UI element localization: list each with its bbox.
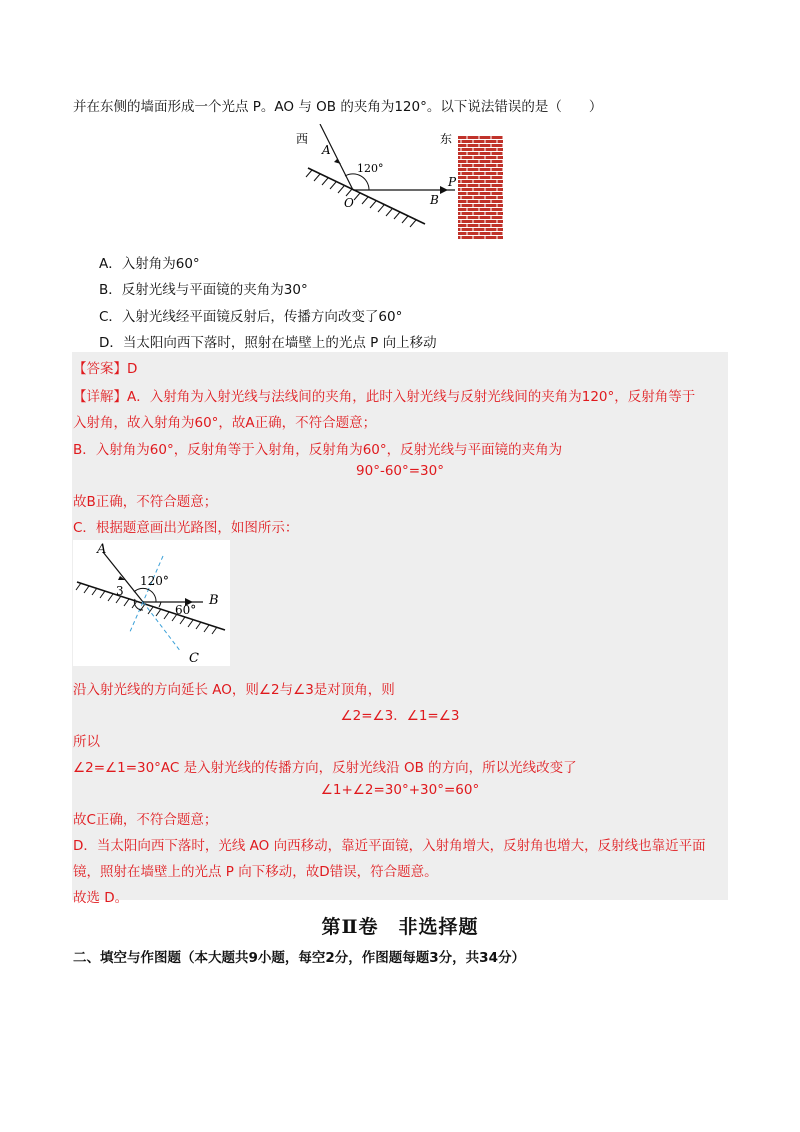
explanation-line-7: 沿入射光线的方向延长 AO，则∠2与∠3是对顶角，则 — [73, 682, 395, 698]
mirror-figure — [290, 124, 515, 242]
light-path-figure — [73, 540, 230, 666]
equation-1: 90°-60°=30° — [356, 463, 444, 479]
point-p-label: P — [448, 175, 457, 189]
explanation-line-6: C．根据题意画出光路图，如图所示： — [73, 520, 299, 536]
explanation-line-9: 所以 — [73, 734, 100, 750]
point-b-label: B — [209, 593, 219, 608]
mirror-line — [308, 168, 425, 224]
section-subtitle: 二、填空与作图题（本大题共9小题，每空2分，作图题每题3分，共34分） — [73, 950, 525, 966]
angle-3-label: 3 — [116, 584, 124, 598]
brick-wall — [458, 136, 503, 240]
answer-line — [73, 357, 137, 377]
point-b-label: B — [430, 193, 439, 207]
explanation-line-5: 故B正确，不符合题意； — [73, 494, 218, 510]
question-stem: 并在东侧的墙面形成一个光点 P。AO 与 OB 的夹角为120°。以下说法错误的是（ ） — [73, 99, 603, 115]
answer-value: D — [127, 361, 138, 377]
angle-label: 120° — [357, 162, 384, 175]
incident-ray — [320, 124, 353, 190]
option-a: A．入射角为60° — [99, 256, 200, 272]
answer-label: 【答案】 — [73, 361, 127, 377]
point-o-label: O — [344, 196, 354, 210]
option-d: D．当太阳向西下落时，照射在墙壁上的光点 P 向上移动 — [99, 335, 437, 351]
explanation-line-10: ∠2=∠1=30°AC 是入射光线的传播方向，反射光线沿 OB 的方向，所以光线改变了 — [73, 760, 577, 776]
section-title: 第Ⅱ卷 非选择题 — [321, 916, 479, 938]
explanation-line-1: 【详解】A．入射角为入射光线与法线间的夹角，此时入射光线与反射光线间的夹角为120°，反射角等于 — [73, 389, 696, 405]
explanation-line-2: 入射角，故入射角为60°，故A正确，不符合题意； — [73, 415, 377, 431]
final-choice: 故选 D。 — [73, 890, 129, 906]
east-label: 东 — [440, 132, 453, 146]
option-b: B．反射光线与平面镜的夹角为30° — [99, 282, 308, 298]
explanation-line-12: 故C正确，不符合题意； — [73, 812, 218, 828]
point-c-label: C — [189, 651, 199, 666]
west-label: 西 — [296, 132, 309, 146]
equation-2: ∠2=∠3．∠1=∠3 — [340, 708, 460, 724]
point-a-label: A — [322, 143, 331, 157]
option-c: C．入射光线经平面镜反射后，传播方向改变了60° — [99, 309, 403, 325]
explanation-line-14: 镜，照射在墙壁上的光点 P 向下移动，故D错误，符合题意。 — [73, 864, 438, 880]
point-a-label: A — [97, 542, 107, 557]
angle-120-label: 120° — [140, 574, 169, 588]
equation-3: ∠1+∠2=30°+30°=60° — [320, 782, 480, 798]
explanation-line-13: D．当太阳向西下落时，光线 AO 向西移动，靠近平面镜，入射角增大，反射角也增大，反射线也靠近平面 — [73, 838, 706, 854]
angle-60-label: 60° — [175, 603, 197, 617]
explanation-line-3: B．入射角为60°，反射角等于入射角，反射角为60°，反射光线与平面镜的夹角为 — [73, 442, 563, 458]
